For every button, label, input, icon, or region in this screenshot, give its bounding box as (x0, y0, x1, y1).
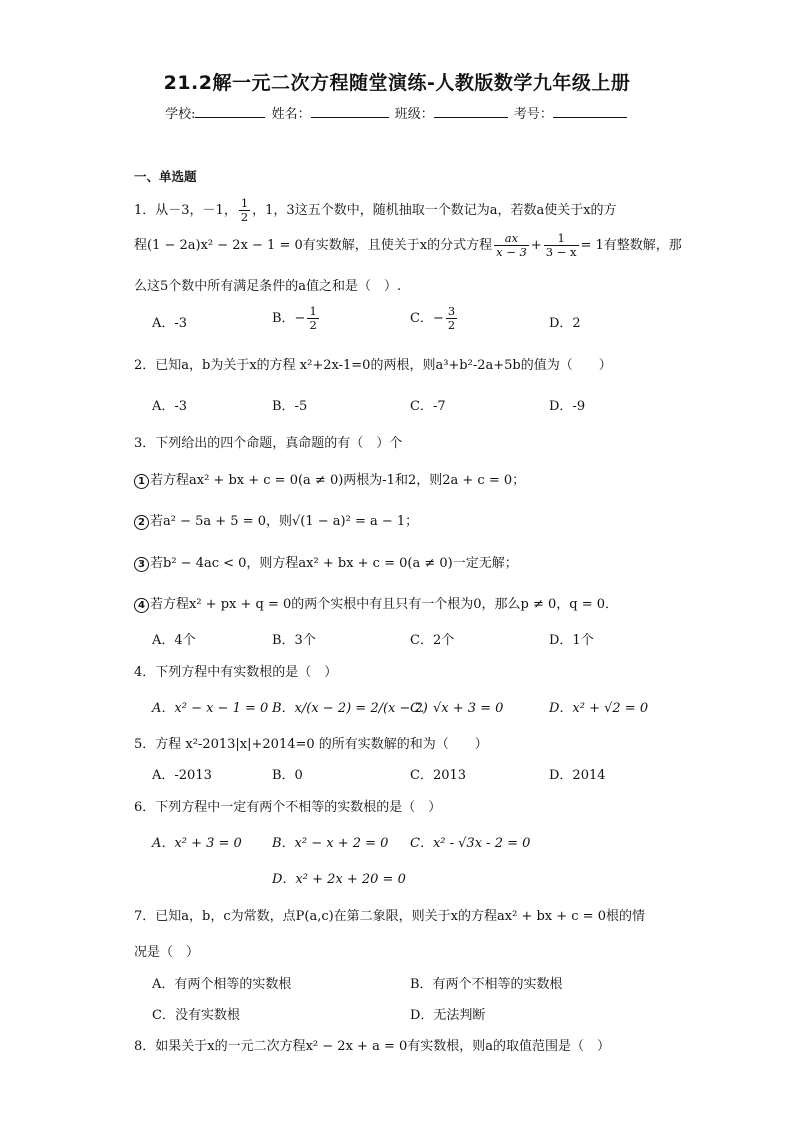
q6-option-c[interactable]: C．x² - √3x - 2 = 0 (410, 836, 531, 851)
q4-option-c[interactable]: C．√x + 3 = 0 (410, 701, 504, 716)
q6-option-d[interactable]: D．x² + 2x + 20 = 0 (272, 872, 406, 887)
q1-option-a[interactable]: A．-3 (152, 316, 188, 331)
q1-option-d[interactable]: D．2 (549, 316, 581, 331)
q1-f1-den: x − 3 (496, 245, 527, 259)
q3-option-d[interactable]: D．1个 (549, 633, 594, 648)
exam-no-blank[interactable] (553, 105, 627, 118)
q1-optc-den: 2 (447, 318, 456, 332)
school-label: 学校: (165, 107, 196, 122)
q2-option-d[interactable]: D．-9 (549, 399, 586, 414)
q1-optc-num: 3 (447, 304, 456, 318)
q3-text: 3．下列给出的四个命题，真命题的有（ ）个 (134, 436, 403, 451)
name-label: 姓名： (271, 107, 311, 122)
q2-option-a[interactable]: A．-3 (152, 399, 188, 414)
exam-no-label: 考号： (513, 107, 553, 122)
q5-option-b[interactable]: B．0 (272, 768, 303, 783)
q2-text: 2．已知a，b为关于x的方程 x²+2x-1=0的两根，则a³+b²-2a+5b的值为（ ） (134, 358, 612, 373)
q6-text: 6．下列方程中一定有两个不相等的实数根的是（ ） (134, 800, 442, 815)
section-heading: 一、单选题 (134, 169, 197, 184)
q2-option-b[interactable]: B．-5 (272, 399, 308, 414)
q1-plus: + (530, 238, 542, 253)
q1-f2-num: 1 (544, 232, 579, 246)
q3-statement-1 (134, 469, 525, 489)
q3-circle-mark-4: 4 (134, 598, 149, 613)
q1-fraction-1 (494, 232, 529, 259)
q1-half-fraction (239, 197, 250, 224)
q1-text-d: = 1有整数解，那 (580, 238, 682, 253)
q1-line-2 (134, 232, 682, 259)
q3-statement-3-text: 若b² − 4ac < 0，则方程ax² + bx + c = 0(a ≠ 0)一定无解； (150, 556, 518, 571)
q5-option-c[interactable]: C．2013 (410, 768, 467, 783)
class-label: 班级： (394, 107, 434, 122)
q3-option-b[interactable]: B．3个 (272, 633, 316, 648)
q3-statement-1-text: 若方程ax² + bx + c = 0(a ≠ 0)两根为-1和2，则2a + c = 0； (150, 473, 526, 488)
q7-option-b[interactable]: B．有两个不相等的实数根 (410, 977, 563, 992)
q1-option-b[interactable] (272, 305, 321, 332)
q1-line-3: 么这5个数中所有满足条件的a值之和是（ ）. (134, 279, 402, 294)
q3-option-a[interactable]: A．4个 (152, 633, 196, 648)
q5-option-a[interactable]: A．-2013 (152, 768, 212, 783)
q5-option-d[interactable]: D．2014 (549, 768, 606, 783)
q5-text: 5．方程 x²-2013|x|+2014=0 的所有实数解的和为（ ） (134, 737, 488, 752)
q1-option-c-fraction (446, 305, 457, 332)
q7-option-d[interactable]: D．无法判断 (410, 1008, 486, 1023)
q7-option-c[interactable]: C．没有实数根 (152, 1008, 240, 1023)
q6-option-b[interactable]: B．x² − x + 2 = 0 (272, 836, 389, 851)
q1-option-b-label: B．− (272, 311, 306, 326)
q7-line-1: 7．已知a，b，c为常数，点P(a,c)在第二象限，则关于x的方程ax² + bx + c = 0根的情 (134, 909, 645, 924)
q3-circle-mark-1: 1 (134, 474, 149, 489)
q1-half-den: 2 (240, 210, 249, 224)
q8-text: 8．如果关于x的一元二次方程x² − 2x + a = 0有实数根，则a的取值范围是（ ） (134, 1039, 610, 1054)
q1-optb-num: 1 (309, 304, 317, 318)
q2-option-c[interactable]: C．-7 (410, 399, 446, 414)
name-blank[interactable] (311, 105, 389, 118)
q1-f2-den: 3 − x (545, 245, 577, 259)
class-blank[interactable] (434, 105, 508, 118)
q1-text-a: 1．从－3，－1， (134, 203, 237, 218)
q1-half-num: 1 (240, 196, 249, 210)
q4-option-d[interactable]: D．x² + √2 = 0 (549, 701, 649, 716)
q7-line-2: 况是（ ） (134, 945, 200, 960)
q1-fraction-2 (544, 232, 579, 259)
q1-f1-num: ax (494, 232, 529, 246)
q6-option-a[interactable]: A．x² + 3 = 0 (152, 836, 242, 851)
q4-option-a[interactable]: A．x² − x − 1 = 0 (152, 701, 269, 716)
q3-statement-2 (134, 510, 418, 530)
q1-text-b: ，1，3这五个数中，随机抽取一个数记为a，若数a使关于x的方 (252, 203, 617, 218)
student-info-row (0, 103, 794, 122)
q1-option-c-label: C．− (410, 311, 444, 326)
q3-statement-4-text: 若方程x² + px + q = 0的两个实根中有且只有一个根为0，那么p ≠ 0，q = 0． (150, 597, 619, 612)
q7-option-a[interactable]: A．有两个相等的实数根 (152, 977, 292, 992)
page-title: 21.2解一元二次方程随堂演练-人教版数学九年级上册 (163, 72, 631, 94)
q3-statement-3 (134, 552, 518, 572)
q3-statement-4 (134, 593, 618, 613)
q3-circle-mark-3: 3 (134, 557, 149, 572)
q1-option-b-fraction (307, 305, 318, 332)
q1-optb-den: 2 (309, 318, 317, 332)
q1-option-c[interactable] (410, 305, 459, 332)
q4-option-b[interactable]: B．x/(x − 2) = 2/(x − 2) (272, 701, 428, 716)
school-blank[interactable] (195, 105, 265, 118)
q1-text-c: 程(1 − 2a)x² − 2x − 1 = 0有实数解，且使关于x的分式方程 (134, 238, 493, 253)
q3-option-c[interactable]: C．2个 (410, 633, 455, 648)
q3-circle-mark-2: 2 (134, 515, 149, 530)
q4-text: 4．下列方程中有实数根的是（ ） (134, 665, 338, 680)
q1-line-1 (134, 197, 617, 224)
q3-statement-2-text: 若a² − 5a + 5 = 0，则√(1 − a)² = a − 1； (150, 514, 419, 529)
